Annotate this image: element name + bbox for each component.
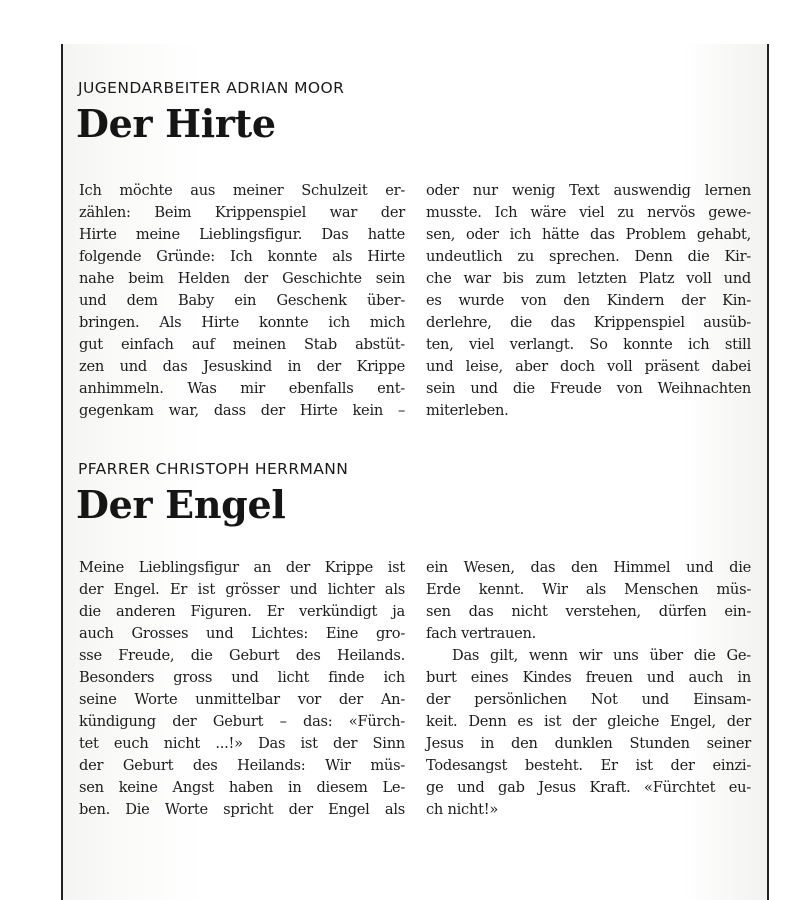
text-line: anhimmeln. Was mir ebenfalls ent- [79,380,405,397]
text-line: oder nur wenig Text auswendig lernen [426,182,751,199]
text-line: burt eines Kindes freuen und auch in [426,669,751,686]
text-line: nahe beim Helden der Geschichte sein [79,270,405,287]
text-line: der Engel. Er ist grösser und lichter als [79,581,405,598]
text-line: che war bis zum letzten Platz voll und [426,270,751,287]
text-line: bringen. Als Hirte konnte ich mich [79,314,405,331]
article-2-column-2 [426,557,751,821]
text-line: ch nicht!» [426,801,499,818]
text-line: sen keine Angst haben in diesem Le- [79,779,405,796]
text-line: sein und die Freude von Weihnachten [426,380,751,397]
text-line: Todesangst besteht. Er ist der einzi- [426,757,751,774]
text-line: undeutlich zu sprechen. Denn die Kir- [426,248,751,265]
text-line: miterleben. [426,402,509,419]
text-line: sse Freude, die Geburt des Heilands. [79,647,405,664]
text-line: seine Worte unmittelbar vor der An- [79,691,405,708]
text-line: gut einfach auf meinen Stab abstüt- [79,336,405,353]
text-line: zen und das Jesuskind in der Krippe [79,358,405,375]
article-2-column-1 [79,557,405,821]
text-line: und leise, aber doch voll präsent dabei [426,358,751,375]
text-line: Jesus in den dunklen Stunden seiner [426,735,751,752]
column-rule-left [61,44,63,900]
text-line: Ich möchte aus meiner Schulzeit er- [79,182,405,199]
text-line: ben. Die Worte spricht der Engel als [79,801,405,818]
text-line: sen, oder ich hätte das Problem gehabt, [426,226,751,243]
text-line: ten, viel verlangt. So konnte ich still [426,336,751,353]
text-line: keit. Denn es ist der gleiche Engel, der [426,713,751,730]
text-line: der persönlichen Not und Einsam- [426,691,751,708]
headline-1: Der Hirte [76,101,276,146]
article-1-column-1 [79,180,405,422]
text-line: ge und gab Jesus Kraft. «Fürchtet eu- [426,779,751,796]
headline-2: Der Engel [76,482,286,527]
article-1-column-2 [426,180,751,422]
text-line: musste. Ich wäre viel zu nervös gewe- [426,204,751,221]
text-line: Meine Lieblingsfigur an der Krippe ist [79,559,405,576]
text-line: Besonders gross und licht finde ich [79,669,405,686]
author-kicker-1: JUGENDARBEITER ADRIAN MOOR [78,79,345,97]
text-line: kündigung der Geburt – das: «Fürch- [79,713,405,730]
text-line: es wurde von den Kindern der Kin- [426,292,751,309]
text-line: gegenkam war, dass der Hirte kein – [79,402,405,419]
text-line: tet euch nicht ...!» Das ist der Sinn [79,735,405,752]
text-line: Das gilt, wenn wir uns über die Ge- [452,647,751,664]
text-line: zählen: Beim Krippenspiel war der [79,204,405,221]
text-line: Hirte meine Lieblingsfigur. Das hatte [79,226,405,243]
text-line: auch Grosses und Lichtes: Eine gro- [79,625,405,642]
text-line: folgende Gründe: Ich konnte als Hirte [79,248,405,265]
text-line: und dem Baby ein Geschenk über- [79,292,405,309]
text-line: fach vertrauen. [426,625,537,642]
text-line: derlehre, die das Krippenspiel ausüb- [426,314,751,331]
author-kicker-2: PFARRER CHRISTOPH HERRMANN [78,460,349,478]
text-line: sen das nicht verstehen, dürfen ein- [426,603,751,620]
text-line: Erde kennt. Wir als Menschen müs- [426,581,751,598]
text-line: die anderen Figuren. Er verkündigt ja [79,603,405,620]
column-rule-right [767,44,769,900]
text-line: ein Wesen, das den Himmel und die [426,559,751,576]
text-line: der Geburt des Heilands: Wir müs- [79,757,405,774]
